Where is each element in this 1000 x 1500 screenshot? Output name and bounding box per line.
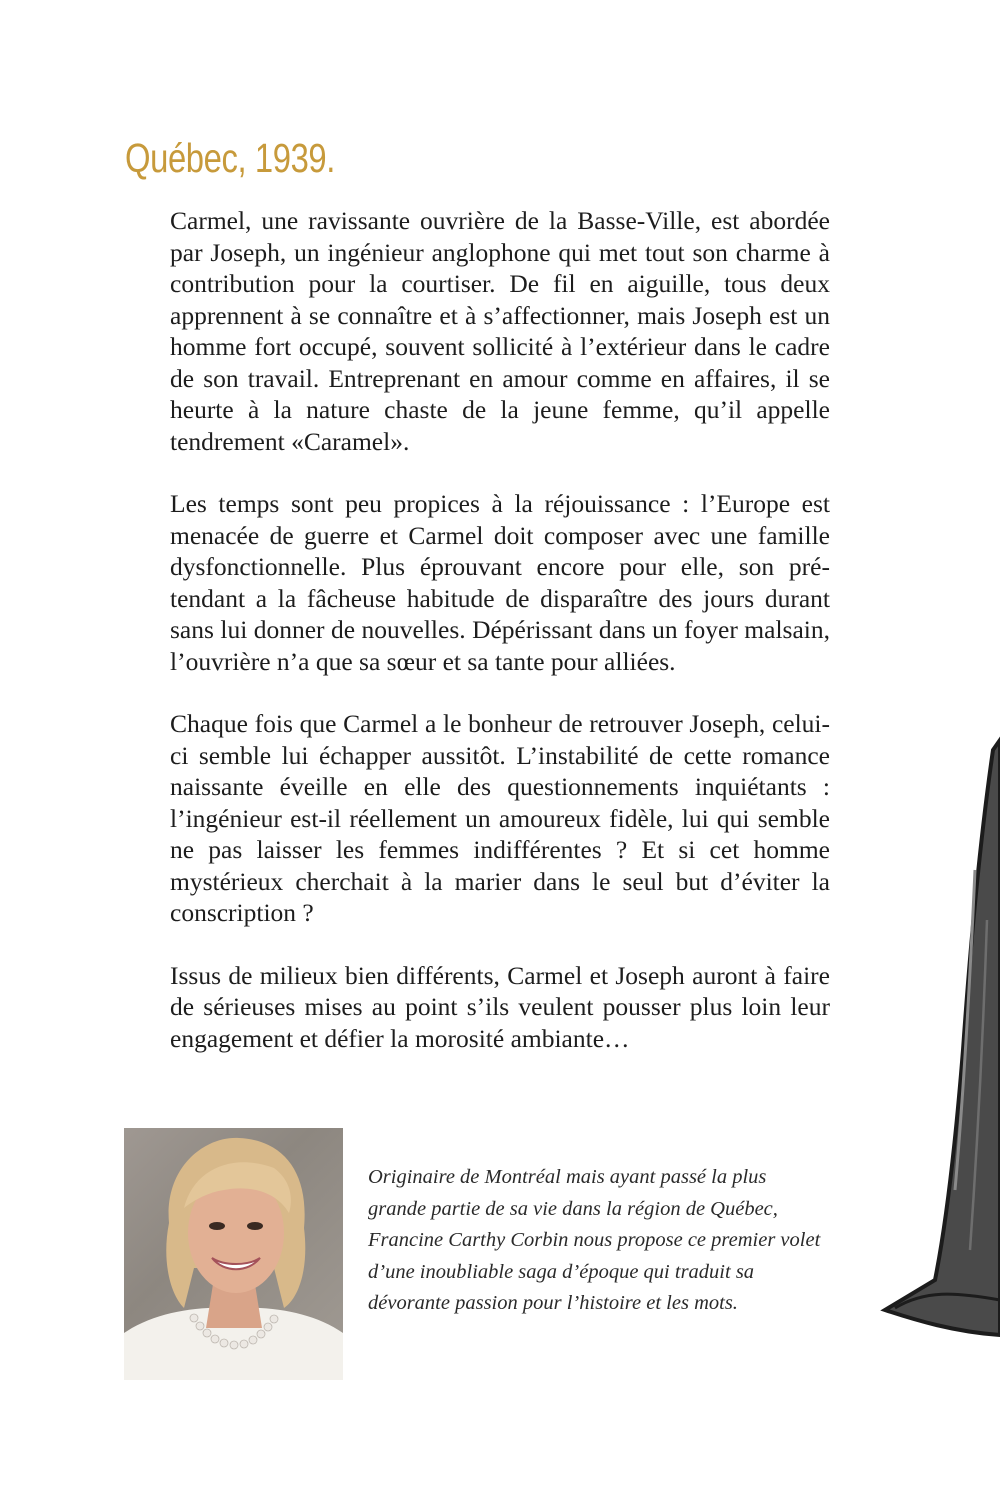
synopsis-paragraph: Chaque fois que Carmel a le bonheur de retrouver Joseph, celui-ci semble lui échapper aussitôt. L’instabilité de cette romance naissante éveille en elle des questionnements inquiétants : l’ingénieur est-il réellement un amoureux fidèle, lui qui semble ne pas laisser les femmes indifférentes ? Et si cet homme mystérieux cherchait à la marier dans le seul but d’éviter la conscription ?: [170, 709, 830, 927]
author-bio: Originaire de Montréal mais ayant passé la plus grande partie de sa vie dans la région de Québec, Francine Carthy Corbin nous propose ce premier volet d’une inoubliable saga d’époque qui traduit sa dévorante passion pour l’histoire et les mots.: [368, 1166, 821, 1314]
author-photo: [124, 1128, 343, 1380]
synopsis-paragraph: Carmel, une ravissante ouvrière de la Basse-Ville, est abordée par Joseph, un ingénieur anglophone qui met tout son charme à contribution pour la courtiser. De fil en aiguille, tous deux apprennent à se connaître et à s’affectionner, mais Joseph est un homme fort occupé, souvent sollicité à l’extérieur dans le cadre de son travail. Entreprenant en amour comme en affaires, il se heurte à la nature chaste de la jeune femme, qu’il appelle tendrement «Caramel».: [170, 206, 830, 456]
synopsis: [170, 205, 830, 1085]
page-title: Québec, 1939.: [125, 135, 335, 181]
synopsis-paragraph: Issus de milieux bien différents, Carmel et Joseph auront à faire de sérieuses mises au point s’ils veulent pousser plus loin leur engagement et défier la morosité ambiante…: [170, 960, 830, 1053]
dress-illustration: [875, 720, 1000, 1340]
synopsis-paragraph: Les temps sont peu propices à la réjouissance : l’Europe est menacée de guerre et Carmel doit composer avec une famille dysfonctionnelle. Plus éprouvant encore pour elle, son prétendant a la fâcheuse habitude de disparaître des jours durant sans lui donner de nouvelles. Dépérissant dans un foyer malsain, l’ouvrière n’a que sa sœur et sa tante pour alliées.: [170, 489, 830, 676]
author-portrait-illustration: [124, 1128, 343, 1380]
